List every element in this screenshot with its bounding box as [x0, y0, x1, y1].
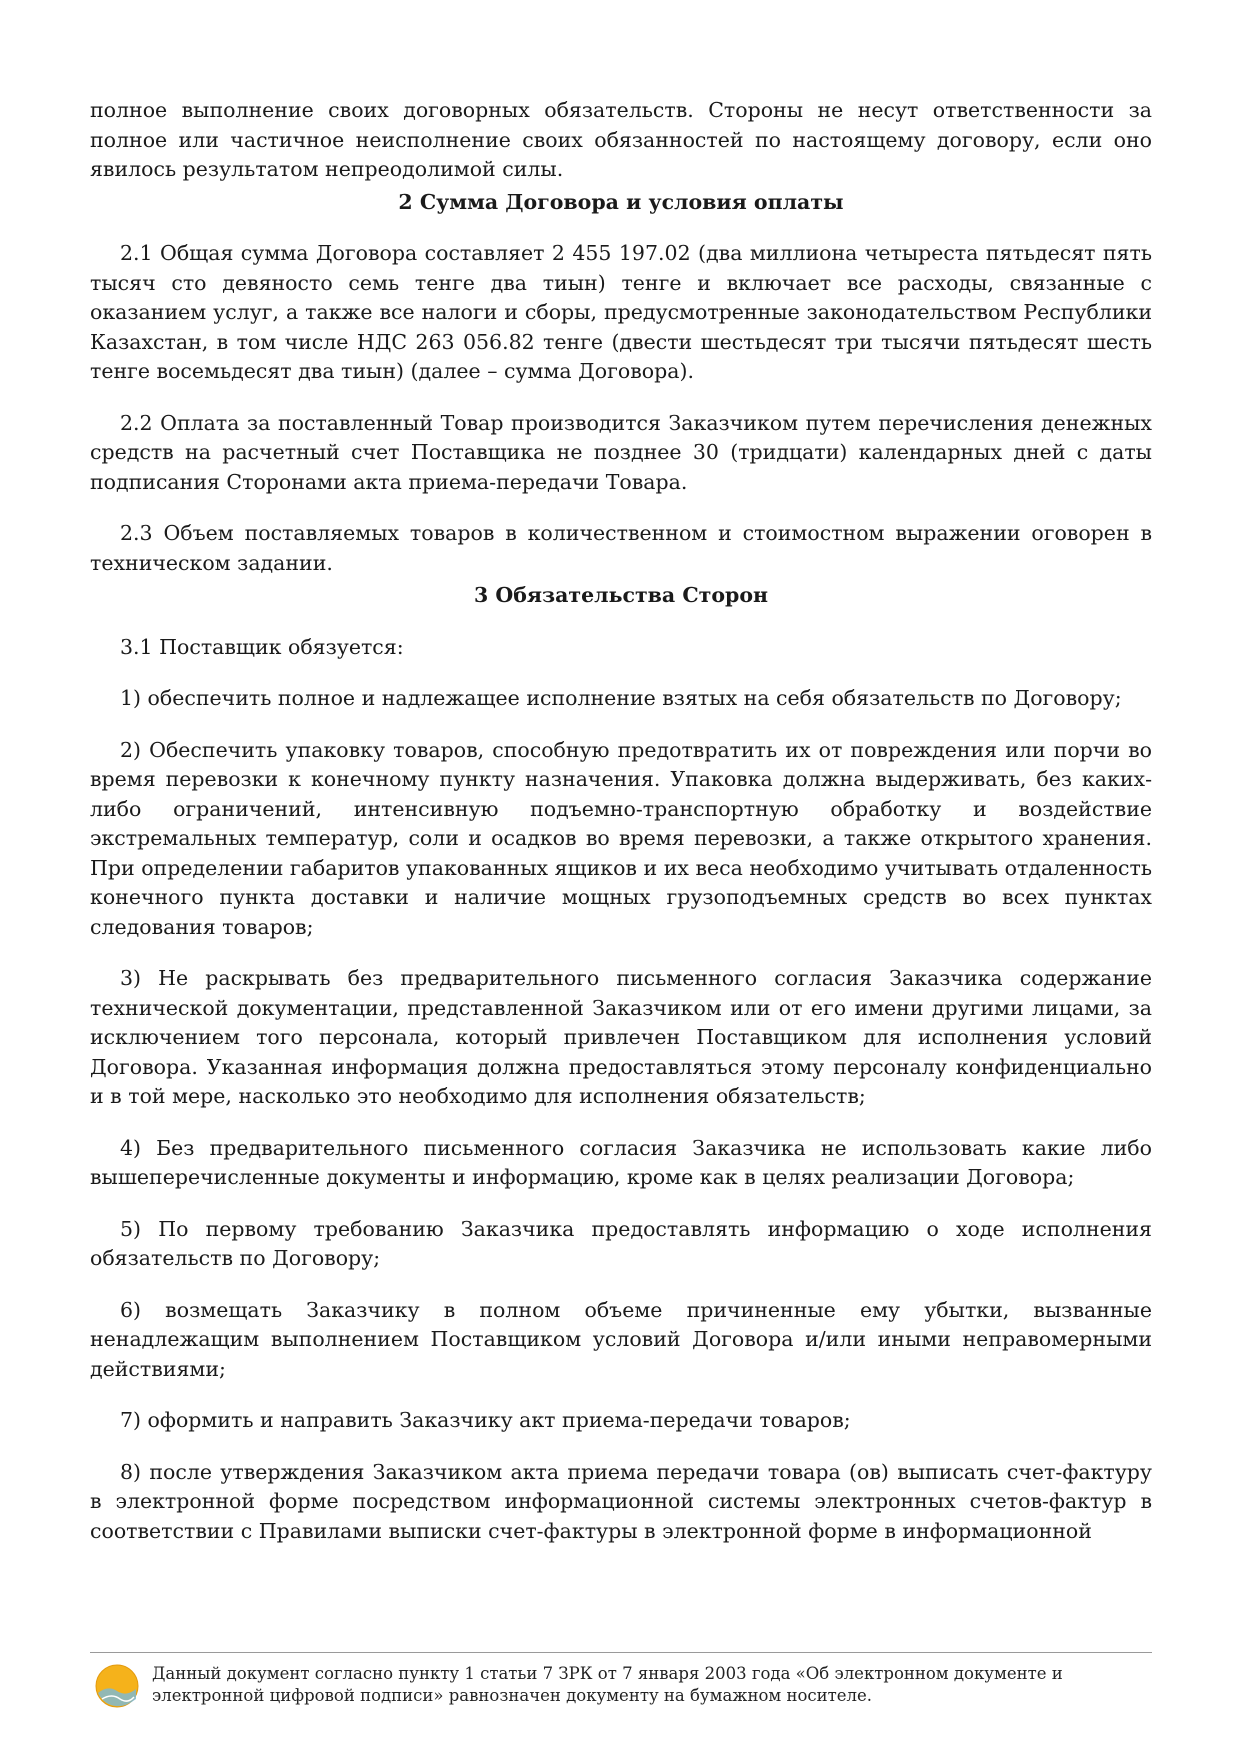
emblem-icon [94, 1663, 140, 1709]
obligation-item: 3) Не раскрывать без предварительного письменного согласия Заказчика содержание технической документации, представленной Заказчиком или от его имени другими лицами, за исключением того персонала, который привлечен Поставщиком для исполнения условий Договора. Указанная информация должна предоставляться этому персоналу конфиденциально и в той мере, насколько это необходимо для исполнения обязательств; [90, 966, 1152, 1108]
clause-2-3: 2.3 Объем поставляемых товаров в количественном и стоимостном выражении оговорен в техническом задании. [90, 521, 1152, 575]
obligation-item: 8) после утверждения Заказчиком акта приема передачи товара (ов) выписать счет-фактуру в электронной форме посредством информационной системы электронных счетов-фактур в соответствии с Правилами выписки счет-фактуры в электронной форме в информационной [90, 1459, 1152, 1543]
footer-notice: Данный документ согласно пункту 1 статьи 7 ЗРК от 7 января 2003 года «Об электронном документе и электронной цифровой подписи» равнозначен документу на бумажном носителе. [152, 1664, 1063, 1705]
clause-2-1: 2.1 Общая сумма Договора составляет 2 455 197.02 (два миллиона четыреста пятьдесят пять тысяч сто девяносто семь тенге два тиын) тенге и включает все расходы, связанные с оказанием услуг, а также все налоги и сборы, предусмотренные законодательством Республики Казахстан, в том числе НДС 263 056.82 тенге (двести шестьдесят три тысячи пятьдесят шесть тенге восемьдесят два тиын) (далее – сумма Договора). [90, 241, 1152, 383]
obligation-item: 7) оформить и направить Заказчику акт приема-передачи товаров; [120, 1408, 851, 1432]
obligation-item: 2) Обеспечить упаковку товаров, способную предотвратить их от повреждения или порчи во время перевозки к конечному пункту назначения. Упаковка должна выдерживать, без каких-либо ограничений, интенсивную подъемно-транспортную обработку и воздействие экстремальных температур, соли и осадков во время перевозки, а также открытого хранения. При определении габаритов упакованных ящиков и их веса необходимо учитывать отдаленность конечного пункта доставки и наличие мощных грузоподъемных средств во всех пунктах следования товаров; [90, 737, 1152, 939]
section-2-heading: 2 Сумма Договора и условия оплаты [398, 189, 844, 214]
clause-2-2: 2.2 Оплата за поставленный Товар производится Заказчиком путем перечисления денежных средств на расчетный счет Поставщика не позднее 30 (тридцати) календарных дней с даты подписания Сторонами акта приема-передачи Товара. [90, 410, 1152, 494]
paragraph-continuation: полное выполнение своих договорных обязательств. Стороны не несут ответственности за полное или частичное неисполнение своих обязанностей по настоящему договору, если оно явилось результатом непреодолимой силы. [90, 98, 1152, 181]
obligation-item: 5) По первому требованию Заказчика предоставлять информацию о ходе исполнения обязательств по Договору; [90, 1216, 1152, 1270]
document-footer [90, 1652, 1152, 1709]
section-3-heading: 3 Обязательства Сторон [473, 583, 769, 607]
document-page [90, 96, 1152, 1546]
obligation-item: 1) обеспечить полное и надлежащее исполнение взятых на себя обязательств по Договору; [120, 686, 1122, 710]
obligation-item: 6) возмещать Заказчику в полном объеме причиненные ему убытки, вызванные ненадлежащим выполнением Поставщиком условий Договора и/или иными неправомерными действиями; [90, 1297, 1152, 1381]
obligation-item: 4) Без предварительного письменного согласия Заказчика не использовать какие либо вышеперечисленные документы и информацию, кроме как в целях реализации Договора; [90, 1135, 1152, 1189]
clause-3-1: 3.1 Поставщик обязуется: [120, 634, 404, 659]
